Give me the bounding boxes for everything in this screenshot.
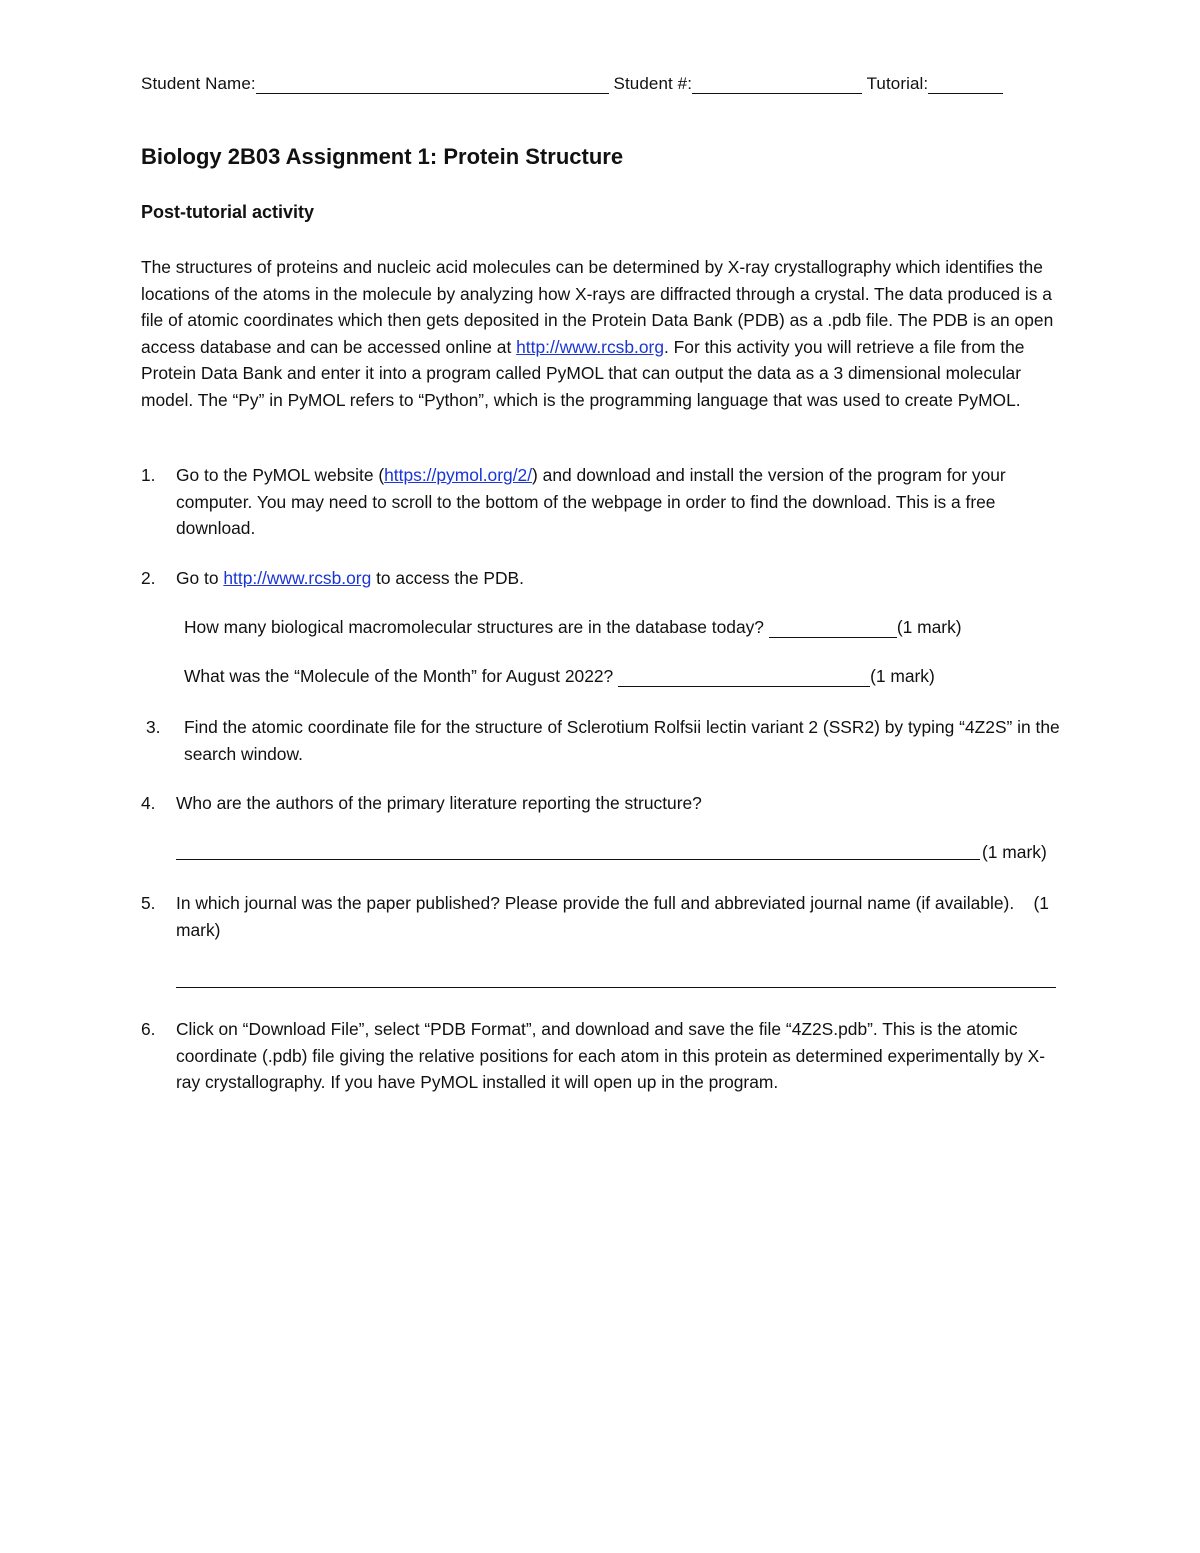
item-number: 3. xyxy=(146,717,161,737)
answer-blank[interactable] xyxy=(618,668,870,687)
tutorial-blank xyxy=(928,75,1003,94)
mark-label: (1 mark) xyxy=(870,666,935,686)
question-molecule-of-month xyxy=(184,666,935,687)
student-number-label: Student #: xyxy=(613,74,693,93)
student-name-label: Student Name: xyxy=(141,74,256,93)
item-number: 6. xyxy=(141,1019,156,1039)
intro-text-2: . For this activity you will retrieve a file from the Protein Data Bank and enter it into a program called PyMOL that can output the data as a 3 dimensional molecular model. The “Py” in PyMOL refers to “Python”, which is the programming language that was used to create PyMOL. xyxy=(141,336,1025,410)
item-text: Go to xyxy=(176,568,224,588)
intro-paragraph xyxy=(141,254,1061,413)
authors-answer-line[interactable] xyxy=(176,859,980,860)
item-number: 2. xyxy=(141,568,156,588)
item-body: Find the atomic coordinate file for the structure of Sclerotium Rolfsii lectin variant 2 (SSR2) by typing “4Z2S” in the search window. xyxy=(184,717,1060,764)
student-number-blank xyxy=(692,75,862,94)
section-subtitle: Post-tutorial activity xyxy=(141,202,315,222)
item-body xyxy=(176,565,1061,592)
answer-blank[interactable] xyxy=(769,619,897,638)
item-number: 5. xyxy=(141,893,156,913)
item-body: Click on “Download File”, select “PDB Format”, and download and save the file “4Z2S.pdb”. This is the atomic coordinate (.pdb) file giving the relative positions for each atom in this protein as determined experimentally by X-ray crystallography. If you have PyMOL installed it will open up in the program. xyxy=(176,1019,1046,1092)
item-text: Go to the PyMOL website ( xyxy=(176,465,385,485)
page-title: Biology 2B03 Assignment 1: Protein Structure xyxy=(141,144,624,169)
item-text: to access the PDB. xyxy=(371,568,524,588)
question-text: How many biological macromolecular structures are in the database today? xyxy=(184,617,764,637)
rcsb-link[interactable]: http://www.rcsb.org xyxy=(223,568,372,588)
item-body xyxy=(176,462,1061,542)
question-text: What was the “Molecule of the Month” for August 2022? xyxy=(184,666,614,686)
item-text: ) and download and install the version of the program for your computer. You may need to scroll to the bottom of the webpage in order to find the download. This is a free download. xyxy=(176,465,1006,538)
item-number: 4. xyxy=(141,793,156,813)
student-name-blank xyxy=(256,75,609,94)
pymol-link[interactable]: https://pymol.org/2/ xyxy=(384,465,533,485)
journal-answer-line[interactable] xyxy=(176,987,1056,988)
student-info-header xyxy=(141,74,1051,94)
mark-label: (1 mark) xyxy=(896,617,962,637)
question-structure-count xyxy=(184,617,962,638)
mark-label: (1 mark) xyxy=(982,842,1047,862)
item-body: In which journal was the paper published? Please provide the full and abbreviated journal name (if available). (1 mark) xyxy=(176,893,1049,940)
tutorial-label: Tutorial: xyxy=(866,74,929,93)
rcsb-link[interactable]: http://www.rcsb.org xyxy=(516,336,664,357)
item-body: Who are the authors of the primary literature reporting the structure? xyxy=(176,793,702,813)
item-number: 1. xyxy=(141,465,156,485)
intro-text-1: The structures of proteins and nucleic acid molecules can be determined by X-ray crystallography which identifies the locations of the atoms in the molecule by analyzing how X-rays are diffracted through a crystal. The data produced is a file of atomic coordinates which then gets deposited in the Protein Data Bank (PDB) as a .pdb file. The PDB is an open access database and can be accessed online at xyxy=(141,257,1054,357)
